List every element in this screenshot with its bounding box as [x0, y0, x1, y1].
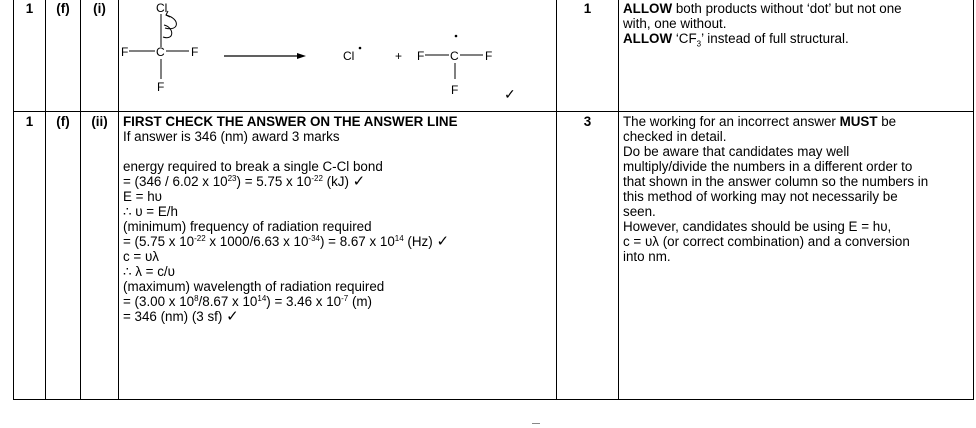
product-f-bottom: F	[451, 83, 459, 97]
question-number: 1	[14, 0, 46, 112]
marks: 3	[557, 112, 619, 400]
fishhook-arrow-2	[163, 25, 172, 38]
tick-mark: ✓	[226, 308, 239, 325]
answer-cell: FIRST CHECK THE ANSWER ON THE ANSWER LINE If answer is 346 (nm) award 3 marks energy required to break a single C-Cl bond = (346 / 6.02 x $10^{23}) = 5.75$ x $10^{-22}$ (kJ) ✓ E = hυ ∴ υ = E/h (minimum) frequency of radiation required = (5.75 x $10^{-22}$ x 1000/6.63 x $10^{-34}) = 8.67$ x $10^{14}$ (Hz) ✓ c = υλ ∴ λ = c/υ (maximum) wavelength of radiation required = (3.00 x $10^8/8.67$ x $10^{14}) = 3.46$ x $10^{-7}$ (m) = 346 (nm) (3 sf) ✓	[119, 112, 557, 400]
tick-mark: ✓	[436, 233, 450, 250]
mark-scheme-table	[13, 0, 974, 400]
guidance-cell: ALLOW both products without ‘dot’ but not one with, one without. ALLOW ‘$CF_3$’ instead of full structural.	[619, 0, 974, 112]
tick-mark: ✓	[504, 86, 516, 102]
page-footer-mark	[532, 423, 540, 424]
reactant-f-left: F	[121, 45, 129, 59]
must-keyword: MUST	[839, 114, 878, 129]
reactant-cl: Cl	[156, 1, 168, 15]
question-part: (f)	[46, 0, 81, 112]
question-part: (f)	[46, 112, 81, 400]
homolytic-fission-diagram	[119, 0, 555, 111]
question-subpart: (ii)	[81, 112, 119, 400]
question-subpart: (i)	[81, 0, 119, 112]
row-1f-ii	[14, 112, 974, 400]
question-number: 1	[14, 112, 46, 400]
answer-cell	[119, 0, 557, 112]
product-c: C	[450, 49, 459, 63]
guidance-cell: The working for an incorrect answer MUST be checked in detail. Do be aware that candidates may well multiply/divide the numbers in a different order to that shown in the answer column so the numbers in this method of working may not necessarily be seen. However, candidates should be using E = hυ, c = υλ (or correct combination) and a conversion into nm.	[619, 112, 974, 400]
radical-dot-2	[455, 35, 458, 38]
allow-keyword: ALLOW	[623, 1, 673, 16]
radical-dot-1	[359, 47, 362, 50]
product-cl-radical: Cl	[343, 49, 355, 63]
product-f-left: F	[417, 49, 425, 63]
reactant-f-bottom: F	[157, 80, 165, 94]
product-f-right: F	[485, 49, 493, 63]
row-1f-i	[14, 0, 974, 112]
reactant-c: C	[156, 45, 165, 59]
reactant-f-right: F	[191, 45, 199, 59]
fishhook-arrow-1	[165, 15, 176, 29]
plus-sign: +	[395, 49, 403, 63]
allow-keyword: ALLOW	[623, 31, 673, 46]
tick-mark: ✓	[352, 173, 366, 190]
answer-heading: FIRST CHECK THE ANSWER ON THE ANSWER LINE	[123, 114, 458, 129]
marks: 1	[557, 0, 619, 112]
